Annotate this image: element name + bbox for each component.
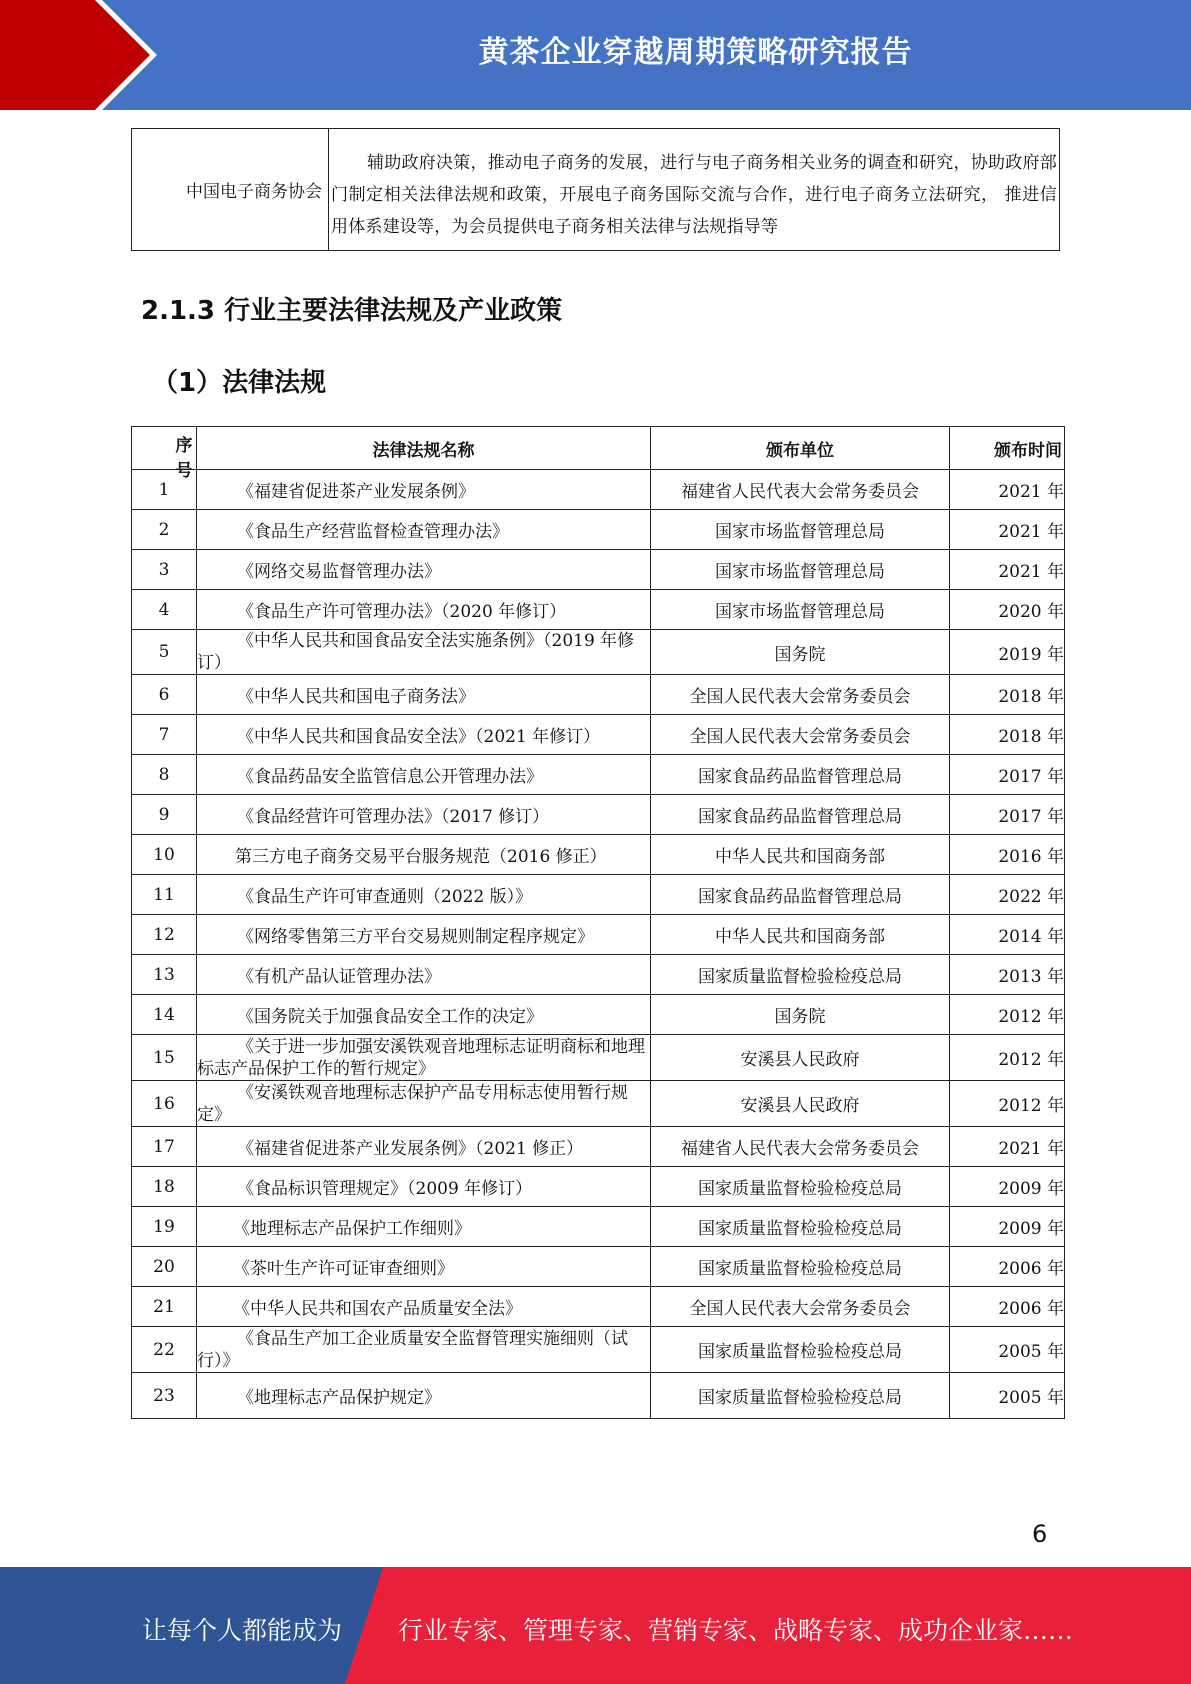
- row-no: 2: [132, 510, 197, 550]
- row-org: 国家质量监督检验检疫总局: [651, 1247, 950, 1287]
- row-org: 国家食品药品监督管理总局: [651, 755, 950, 795]
- header-year: 颁布时间: [950, 427, 1065, 470]
- row-name: 《中华人民共和国电子商务法》: [197, 675, 651, 715]
- row-name: 《中华人民共和国农产品质量安全法》: [197, 1287, 651, 1327]
- table-row: [132, 955, 1065, 995]
- table-row: [132, 755, 1065, 795]
- row-name: 《地理标志产品保护规定》: [197, 1373, 651, 1419]
- row-org: 国家食品药品监督管理总局: [651, 795, 950, 835]
- row-org: 安溪县人民政府: [651, 1035, 950, 1081]
- association-table: [131, 128, 1060, 251]
- row-no: 6: [132, 675, 197, 715]
- section-subheading: （1）法律法规: [152, 368, 327, 398]
- row-org: 国务院: [651, 630, 950, 675]
- table-row: [132, 795, 1065, 835]
- row-org: 中华人民共和国商务部: [651, 915, 950, 955]
- row-no: 12: [132, 915, 197, 955]
- row-no: 7: [132, 715, 197, 755]
- row-no: 13: [132, 955, 197, 995]
- row-org: 福建省人民代表大会常务委员会: [651, 470, 950, 510]
- row-year: 2006 年: [950, 1287, 1065, 1327]
- row-org: 全国人民代表大会常务委员会: [651, 715, 950, 755]
- table-row: [132, 1081, 1065, 1127]
- row-year: 2021 年: [950, 1127, 1065, 1167]
- row-name: 《中华人民共和国食品安全法》（2021 年修订）: [197, 715, 651, 755]
- row-org: 国家质量监督检验检疫总局: [651, 1327, 950, 1373]
- row-name: 《中华人民共和国食品安全法实施条例》（2019 年修订）: [197, 630, 651, 675]
- row-year: 2006 年: [950, 1247, 1065, 1287]
- row-org: 国务院: [651, 995, 950, 1035]
- row-no: 23: [132, 1373, 197, 1419]
- row-org: 福建省人民代表大会常务委员会: [651, 1127, 950, 1167]
- footer-slogan-right: 行业专家、管理专家、营销专家、战略专家、成功企业家……: [398, 1616, 1074, 1645]
- table-row: [132, 590, 1065, 630]
- row-no: 21: [132, 1287, 197, 1327]
- row-year: 2014 年: [950, 915, 1065, 955]
- row-no: 16: [132, 1081, 197, 1127]
- row-no: 9: [132, 795, 197, 835]
- table-row: [132, 630, 1065, 675]
- row-year: 2021 年: [950, 550, 1065, 590]
- table-row: [132, 1373, 1065, 1419]
- header-no: 序号: [132, 427, 197, 470]
- row-name: 第三方电子商务交易平台服务规范（2016 修正）: [197, 835, 651, 875]
- row-name: 《福建省促进茶产业发展条例》: [197, 470, 651, 510]
- table-row: [132, 675, 1065, 715]
- row-name: 《茶叶生产许可证审查细则》: [197, 1247, 651, 1287]
- row-name: 《福建省促进茶产业发展条例》（2021 修正）: [197, 1127, 651, 1167]
- row-year: 2021 年: [950, 510, 1065, 550]
- table-row: [132, 510, 1065, 550]
- table-row: [132, 1035, 1065, 1081]
- row-year: 2016 年: [950, 835, 1065, 875]
- row-year: 2019 年: [950, 630, 1065, 675]
- row-year: 2013 年: [950, 955, 1065, 995]
- row-org: 全国人民代表大会常务委员会: [651, 675, 950, 715]
- row-no: 11: [132, 875, 197, 915]
- row-org: 国家质量监督检验检疫总局: [651, 1373, 950, 1419]
- row-no: 3: [132, 550, 197, 590]
- row-year: 2018 年: [950, 715, 1065, 755]
- table-row: [132, 1127, 1065, 1167]
- page-header: [0, 0, 1191, 110]
- row-name: 《食品标识管理规定》（2009 年修订）: [197, 1167, 651, 1207]
- row-no: 8: [132, 755, 197, 795]
- table-row: [132, 995, 1065, 1035]
- row-org: 安溪县人民政府: [651, 1081, 950, 1127]
- row-org: 全国人民代表大会常务委员会: [651, 1287, 950, 1327]
- row-org: 国家市场监督管理总局: [651, 510, 950, 550]
- row-year: 2009 年: [950, 1167, 1065, 1207]
- row-no: 5: [132, 630, 197, 675]
- row-no: 14: [132, 995, 197, 1035]
- row-year: 2012 年: [950, 1035, 1065, 1081]
- row-no: 22: [132, 1327, 197, 1373]
- row-year: 2020 年: [950, 590, 1065, 630]
- page-footer: [0, 1567, 1191, 1684]
- table-row: [132, 835, 1065, 875]
- row-no: 19: [132, 1207, 197, 1247]
- table-row: [132, 1207, 1065, 1247]
- association-name: 中国电子商务协会: [132, 129, 329, 250]
- table-row: [132, 915, 1065, 955]
- table-row: [132, 1327, 1065, 1373]
- row-name: 《有机产品认证管理办法》: [197, 955, 651, 995]
- page-number: 6: [1032, 1520, 1048, 1548]
- table-row: [132, 1167, 1065, 1207]
- row-name: 《网络零售第三方平台交易规则制定程序规定》: [197, 915, 651, 955]
- table-row: [132, 715, 1065, 755]
- table-header-row: [132, 427, 1065, 470]
- row-no: 15: [132, 1035, 197, 1081]
- row-name: 《关于进一步加强安溪铁观音地理标志证明商标和地理 标志产品保护工作的暂行规定》: [197, 1035, 651, 1081]
- header-org: 颁布单位: [651, 427, 950, 470]
- table-row: [132, 550, 1065, 590]
- row-name: 《食品生产经营监督检查管理办法》: [197, 510, 651, 550]
- row-name: 《国务院关于加强食品安全工作的决定》: [197, 995, 651, 1035]
- row-year: 2018 年: [950, 675, 1065, 715]
- laws-table: [131, 426, 1065, 1419]
- association-description: 辅助政府决策，推动电子商务的发展，进行与电子商务相关业务的调查和研究，协助政府部门制定相关法律法规和政策，开展电子商务国际交流与合作，进行电子商务立法研究， 推进信用体系建设等，为会员提供电子商务相关法律与法规指导等: [331, 153, 1057, 237]
- row-no: 10: [132, 835, 197, 875]
- header-name: 法律法规名称: [197, 427, 651, 470]
- row-year: 2022 年: [950, 875, 1065, 915]
- row-org: 国家质量监督检验检疫总局: [651, 1207, 950, 1247]
- table-row: [132, 1247, 1065, 1287]
- row-year: 2005 年: [950, 1327, 1065, 1373]
- row-org: 中华人民共和国商务部: [651, 835, 950, 875]
- row-org: 国家市场监督管理总局: [651, 550, 950, 590]
- row-year: 2012 年: [950, 995, 1065, 1035]
- row-no: 18: [132, 1167, 197, 1207]
- row-no: 4: [132, 590, 197, 630]
- table-row: [132, 1287, 1065, 1327]
- section-heading: 2.1.3 行业主要法律法规及产业政策: [141, 296, 563, 326]
- row-name: 《安溪铁观音地理标志保护产品专用标志使用暂行规定》: [197, 1081, 651, 1127]
- row-year: 2012 年: [950, 1081, 1065, 1127]
- row-year: 2017 年: [950, 755, 1065, 795]
- row-name: 《地理标志产品保护工作细则》: [197, 1207, 651, 1247]
- row-name: 《食品生产许可审查通则（2022 版）》: [197, 875, 651, 915]
- row-year: 2021 年: [950, 470, 1065, 510]
- table-row: [132, 875, 1065, 915]
- row-name: 《食品药品安全监管信息公开管理办法》: [197, 755, 651, 795]
- table-row: [132, 470, 1065, 510]
- header-title: 黄茶企业穿越周期策略研究报告: [478, 35, 913, 70]
- row-name: 《食品经营许可管理办法》（2017 修订）: [197, 795, 651, 835]
- footer-slogan-left: 让每个人都能成为: [142, 1616, 343, 1645]
- row-no: 20: [132, 1247, 197, 1287]
- row-org: 国家质量监督检验检疫总局: [651, 955, 950, 995]
- row-no: 1: [132, 470, 197, 510]
- row-year: 2017 年: [950, 795, 1065, 835]
- row-org: 国家质量监督检验检疫总局: [651, 1167, 950, 1207]
- row-name: 《食品生产加工企业质量安全监督管理实施细则（试行）》: [197, 1327, 651, 1373]
- row-name: 《网络交易监督管理办法》: [197, 550, 651, 590]
- row-year: 2009 年: [950, 1207, 1065, 1247]
- row-org: 国家市场监督管理总局: [651, 590, 950, 630]
- row-no: 17: [132, 1127, 197, 1167]
- row-name: 《食品生产许可管理办法》（2020 年修订）: [197, 590, 651, 630]
- row-org: 国家食品药品监督管理总局: [651, 875, 950, 915]
- row-year: 2005 年: [950, 1373, 1065, 1419]
